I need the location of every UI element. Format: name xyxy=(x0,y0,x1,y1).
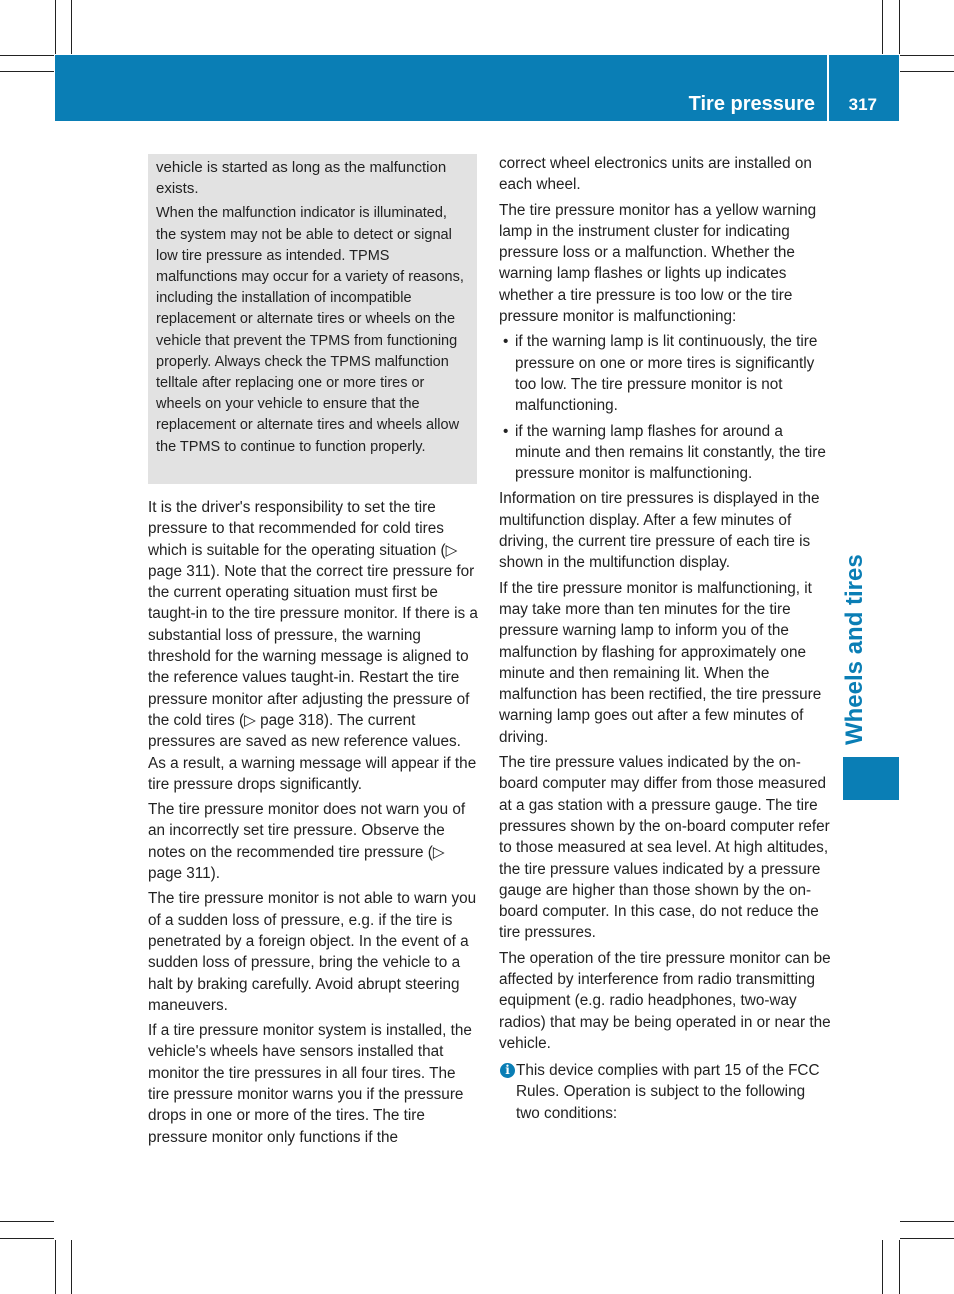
warning-paragraph: When the malfunction indicator is illuminated, the system may not be able to detect or signal low tire pressure as intended. TPMS malfunctions may occur for a variety of reasons, including the installation of incompatible replacement or alternate tires or wheels on the vehicle that prevent the TPMS from functioning properly. Always check the TPMS malfunction telltale after replacing one or more tires or wheels on your vehicle to ensure that the replacement or alternate tires and wheels allow the TPMS to continue to function properly. xyxy=(156,205,464,455)
crop-mark xyxy=(899,0,900,54)
crop-mark xyxy=(900,1221,954,1222)
chapter-tab-label: Wheels and tires xyxy=(841,554,868,745)
body-paragraph: It is the driver's responsibility to set the tire pressure to that recommended for cold tires which is suitable for the operating situation (▷ page 311). Note that the correct tire pressure for the current operating situation must first be taught-in to the tire pressure monitor. If there is a substantial loss of pressure, the warning threshold for the warning message is aligned to the reference values taught-in. Restart the tire pressure monitor after adjusting the pressure of the cold tires (▷ page 318). The current pressures are saved as new reference values. As a result, a warning message will appear if the tire pressure drops significantly. xyxy=(148,499,478,793)
list-item-text: if the warning lamp is lit continuously, the tire pressure on one or more tires is significantly too low. The tire pressure monitor is not malfunctioning. xyxy=(515,333,818,415)
warning-box xyxy=(148,154,477,484)
body-paragraph: The tire pressure values indicated by the on-board computer may differ from those measured at a gas station with a pressure gauge. The tire pressures shown by the on-board computer refer to those measured at sea level. At high altitudes, the tire pressure values indicated by a pressure gauge are higher than those shown by the on-board computer. In this case, do not reduce the tire pressures. xyxy=(499,754,830,942)
body-paragraph: correct wheel electronics units are installed on each wheel. xyxy=(499,155,812,194)
info-icon: i xyxy=(500,1063,515,1078)
list-item xyxy=(499,331,831,416)
crop-mark xyxy=(55,1240,56,1294)
body-paragraph: Information on tire pressures is displayed in the multifunction display. After a few minutes of driving, the current tire pressure of each tire is shown in the multifunction display. xyxy=(499,490,820,572)
crop-mark xyxy=(900,55,954,56)
list-item xyxy=(499,421,831,485)
bullet-glyph: • xyxy=(503,422,509,440)
bullet-glyph: • xyxy=(503,333,509,351)
body-paragraph: The tire pressure monitor does not warn you of an incorrectly set tire pressure. Observe the notes on the recommended tire pressure (▷ page 311). xyxy=(148,801,466,883)
right-column xyxy=(499,153,831,1124)
crop-mark xyxy=(71,0,72,54)
crop-mark xyxy=(882,1240,883,1294)
body-paragraph: The tire pressure monitor has a yellow warning lamp in the instrument cluster for indicating pressure loss or a malfunction. Whether the warning lamp flashes or lights up indicates whether a tire pressure is too low or the tire pressure monitor is malfunctioning: xyxy=(499,201,817,326)
crop-mark xyxy=(71,1240,72,1294)
crop-mark xyxy=(0,1238,54,1239)
page-number: 317 xyxy=(848,95,877,114)
body-paragraph: If the tire pressure monitor is malfunctioning, it may take more than ten minutes for the tire pressure warning lamp to inform you of the malfunction by flashing for approximately one minute and then remaining lit. When the malfunction has been rectified, the tire pressure warning lamp goes out after a few minutes of driving. xyxy=(499,579,822,746)
crop-mark xyxy=(0,71,54,72)
bullet-list xyxy=(499,331,831,484)
info-note-text: This device complies with part 15 of the FCC Rules. Operation is subject to the following two conditions: xyxy=(516,1062,820,1122)
body-paragraph: The tire pressure monitor is not able to warn you of a sudden loss of pressure, e.g. if the tire is penetrated by a foreign object. In the event of a sudden loss of pressure, bring the vehicle to a halt by braking carefully. Avoid abrupt steering maneuvers. xyxy=(148,890,477,1014)
body-paragraph: If a tire pressure monitor system is installed, the vehicle's wheels have sensors installed that monitor the tire pressures in all four tires. The tire pressure monitor warns you if the pressure drops in one or more of the tires. The tire pressure monitor only functions if the xyxy=(148,1022,472,1146)
crop-mark xyxy=(882,0,883,54)
crop-mark xyxy=(55,0,56,54)
warning-paragraph: vehicle is started as long as the malfunction exists. xyxy=(156,159,447,198)
info-note xyxy=(499,1060,831,1124)
page-header xyxy=(55,55,899,121)
chapter-tab-marker xyxy=(843,757,899,800)
section-title: Tire pressure xyxy=(688,93,815,115)
list-item-text: if the warning lamp flashes for around a minute and then remains lit constantly, the tire pressure monitor is malfunctioning. xyxy=(515,422,826,483)
body-paragraph: The operation of the tire pressure monitor can be affected by interference from radio transmitting equipment (e.g. radio headphones, two-way radios) that may be being operated in or near the vehicle. xyxy=(499,949,831,1052)
crop-mark xyxy=(899,1240,900,1294)
left-column xyxy=(148,497,480,1152)
header-divider xyxy=(827,55,829,121)
crop-mark xyxy=(900,1238,954,1239)
crop-mark xyxy=(900,71,954,72)
crop-mark xyxy=(0,1221,54,1222)
crop-mark xyxy=(0,55,54,56)
